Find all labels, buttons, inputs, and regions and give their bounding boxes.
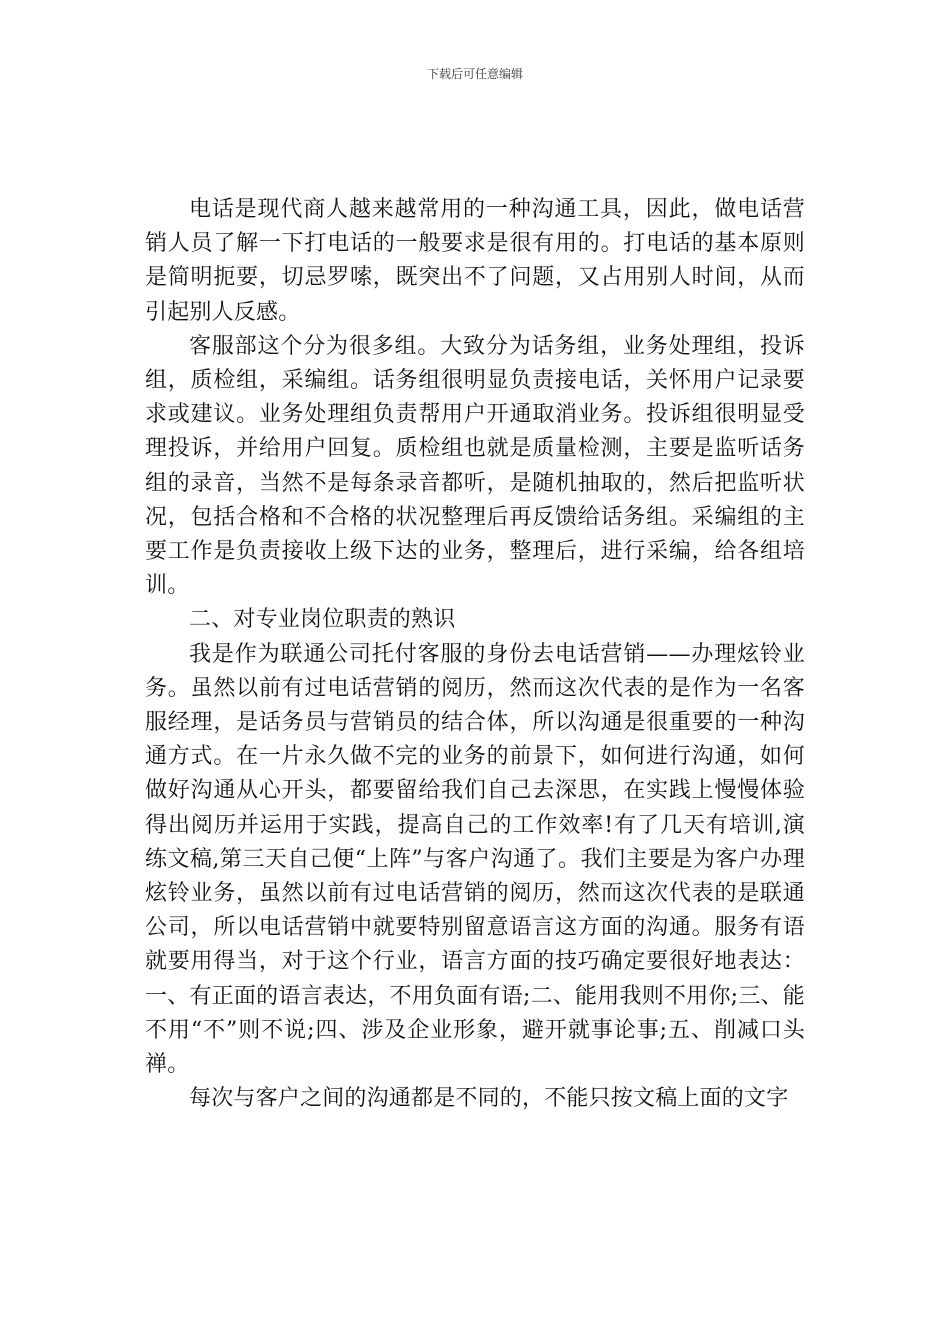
- paragraph-service-groups: 客服部这个分为很多组。大致分为话务组，业务处理组，投诉组，质检组，采编组。话务组很明显负责接电话，关怀用户记录要求或建议。业务处理组负责帮用户开通取消业务。投诉组很明显受理投诉，并给用户回复。质检组也就是质量检测，主要是监听话务组的录音，当然不是每条录音都听，是随机抽取的，然后把监听状况，包括合格和不合格的状况整理后再反馈给话务组。采编组的主要工作是负责接收上级下达的业务，整理后，进行采编，给各组培训。: [145, 333, 805, 599]
- page-header: 下载后可任意编辑: [426, 67, 523, 81]
- paragraph-customer-communication: 每次与客户之间的沟通都是不同的，不能只按文稿上面的文字: [189, 1086, 789, 1112]
- section-heading: 二、对专业岗位职责的熟识: [189, 607, 456, 633]
- paragraph-telemarketing-experience: 我是作为联通公司托付客服的身份去电话营销——办理炫铃业务。虽然以前有过电话营销的阅历，然而这次代表的是作为一名客服经理，是话务员与营销员的结合体，所以沟通是很重要的一种沟通方式。在一片永久做不完的业务的前景下，如何进行沟通，如何做好沟通从心开头，都要留给我们自己去深思，在实践上慢慢体验得出阅历并运用于实践，提高自己的工作效率!有了几天有培训,演练文稿,第三天自己便“上阵”与客户沟通了。我们主要是为客户办理炫铃业务，虽然以前有过电话营销的阅历，然而这次代表的是联通公司，所以电话营销中就要特别留意语言这方面的沟通。服务有语就要用得当，对于这个行业，语言方面的技巧确定要很好地表达：一、有正面的语言表达，不用负面有语;二、能用我则不用你;三、能不用“不”则不说;四、涉及企业形象，避开就事论事;五、削减口头禅。: [145, 641, 805, 1078]
- paragraph-phone-etiquette: 电话是现代商人越来越常用的一种沟通工具，因此，做电话营销人员了解一下打电话的一般要求是很有用的。打电话的基本原则是简明扼要，切忌罗嗦，既突出不了问题，又占用别人时间，从而引起别人反感。: [145, 197, 805, 325]
- document-body: [145, 193, 805, 1116]
